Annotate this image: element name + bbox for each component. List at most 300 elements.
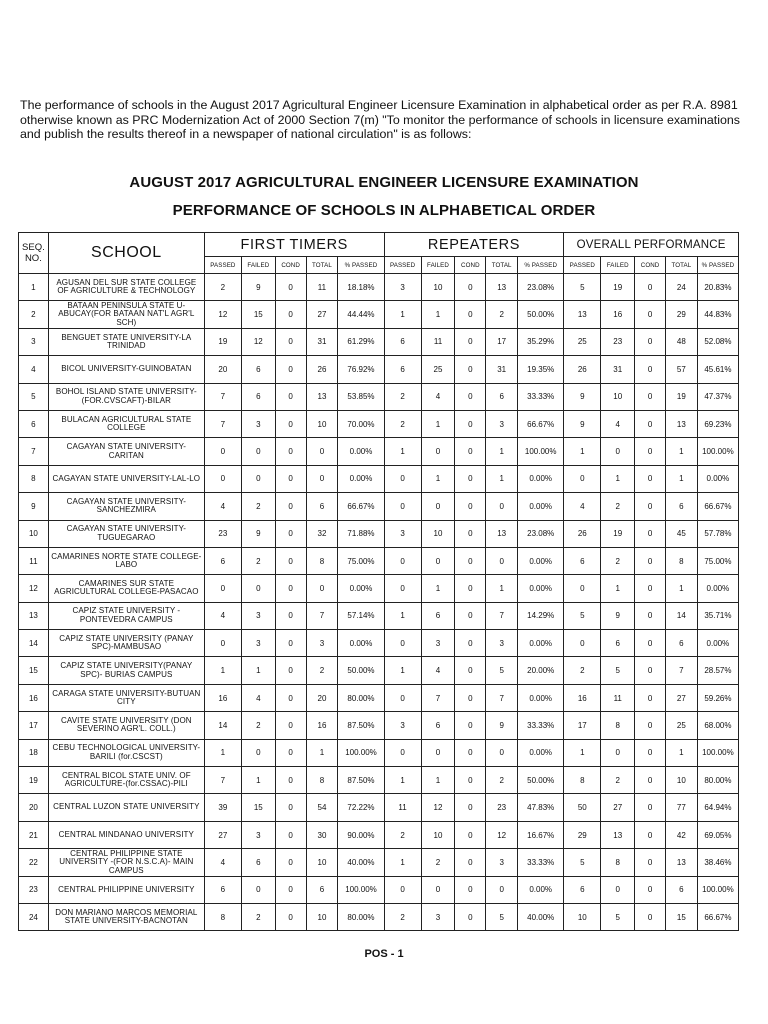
repeaters-passed-cell: 3	[384, 274, 421, 301]
overall-total-cell: 1	[665, 575, 697, 602]
first-timers-total-cell: 20	[306, 684, 338, 711]
first-timers-cond-cell: 0	[275, 328, 306, 355]
ft-passed-header: PASSED	[204, 257, 241, 274]
repeaters-failed-cell: 0	[421, 547, 455, 574]
school-name-cell: CAVITE STATE UNIVERSITY (DON SEVERINO AGR'L. COLL.)	[48, 712, 204, 739]
school-name-cell: CENTRAL PHILIPPINE STATE UNIVERSITY -(FOR N.S.C.A)- MAIN CAMPUS	[48, 849, 204, 876]
seq-cell: 21	[19, 821, 49, 848]
overall-pct-cell: 44.83%	[697, 301, 738, 328]
overall-total-cell: 6	[665, 493, 697, 520]
first-timers-cond-cell: 0	[275, 465, 306, 492]
overall-passed-cell: 9	[564, 383, 601, 410]
repeaters-passed-cell: 0	[384, 876, 421, 903]
overall-performance-header: OVERALL PERFORMANCE	[564, 233, 739, 257]
repeaters-total-cell: 0	[486, 493, 518, 520]
repeaters-total-cell: 0	[486, 876, 518, 903]
overall-failed-cell: 0	[601, 876, 635, 903]
repeaters-failed-cell: 0	[421, 438, 455, 465]
repeaters-cond-cell: 0	[455, 794, 486, 821]
seq-cell: 11	[19, 547, 49, 574]
table-row	[19, 712, 739, 739]
overall-cond-cell: 0	[635, 575, 666, 602]
first-timers-total-cell: 0	[306, 465, 338, 492]
repeaters-pct-cell: 23.08%	[518, 520, 564, 547]
repeaters-pct-cell: 47.83%	[518, 794, 564, 821]
first-timers-cond-cell: 0	[275, 575, 306, 602]
table-row	[19, 465, 739, 492]
repeaters-failed-cell: 0	[421, 493, 455, 520]
table-row	[19, 602, 739, 629]
first-timers-cond-cell: 0	[275, 383, 306, 410]
school-name-cell: CAPIZ STATE UNIVERSITY - PONTEVEDRA CAMPUS	[48, 602, 204, 629]
repeaters-pct-cell: 0.00%	[518, 493, 564, 520]
first-timers-passed-cell: 20	[204, 356, 241, 383]
first-timers-pct-cell: 75.00%	[338, 547, 384, 574]
first-timers-cond-cell: 0	[275, 356, 306, 383]
first-timers-total-cell: 54	[306, 794, 338, 821]
overall-failed-cell: 8	[601, 849, 635, 876]
overall-failed-cell: 11	[601, 684, 635, 711]
first-timers-pct-cell: 0.00%	[338, 465, 384, 492]
first-timers-total-cell: 8	[306, 767, 338, 794]
repeaters-failed-cell: 1	[421, 575, 455, 602]
first-timers-total-cell: 11	[306, 274, 338, 301]
overall-failed-cell: 16	[601, 301, 635, 328]
school-name-cell: CAMARINES SUR STATE AGRICULTURAL COLLEGE-PASACAO	[48, 575, 204, 602]
school-name-cell: CAGAYAN STATE UNIVERSITY-TUGUEGARAO	[48, 520, 204, 547]
repeaters-cond-cell: 0	[455, 575, 486, 602]
page-label: POS - 1	[364, 948, 404, 960]
repeaters-passed-cell: 0	[384, 575, 421, 602]
first-timers-passed-cell: 19	[204, 328, 241, 355]
overall-pct-cell: 69.05%	[697, 821, 738, 848]
repeaters-failed-cell: 4	[421, 657, 455, 684]
first-timers-failed-cell: 3	[241, 602, 275, 629]
first-timers-failed-cell: 6	[241, 356, 275, 383]
rp-pct-header: % PASSED	[518, 257, 564, 274]
repeaters-failed-cell: 12	[421, 794, 455, 821]
overall-passed-cell: 2	[564, 657, 601, 684]
ft-total-header: TOTAL	[306, 257, 338, 274]
overall-cond-cell: 0	[635, 602, 666, 629]
overall-pct-cell: 66.67%	[697, 903, 738, 930]
first-timers-passed-cell: 1	[204, 739, 241, 766]
overall-pct-cell: 0.00%	[697, 575, 738, 602]
repeaters-passed-cell: 1	[384, 301, 421, 328]
repeaters-passed-cell: 0	[384, 493, 421, 520]
overall-passed-cell: 26	[564, 356, 601, 383]
repeaters-passed-cell: 0	[384, 630, 421, 657]
seq-cell: 20	[19, 794, 49, 821]
repeaters-passed-cell: 2	[384, 410, 421, 437]
first-timers-failed-cell: 3	[241, 630, 275, 657]
repeaters-failed-cell: 1	[421, 465, 455, 492]
repeaters-pct-cell: 0.00%	[518, 630, 564, 657]
first-timers-cond-cell: 0	[275, 739, 306, 766]
overall-cond-cell: 0	[635, 657, 666, 684]
first-timers-pct-cell: 71.88%	[338, 520, 384, 547]
first-timers-passed-cell: 6	[204, 547, 241, 574]
first-timers-cond-cell: 0	[275, 438, 306, 465]
overall-passed-cell: 5	[564, 602, 601, 629]
first-timers-passed-cell: 7	[204, 767, 241, 794]
overall-pct-cell: 57.78%	[697, 520, 738, 547]
overall-passed-cell: 6	[564, 547, 601, 574]
overall-failed-cell: 0	[601, 438, 635, 465]
first-timers-failed-cell: 3	[241, 821, 275, 848]
overall-passed-cell: 13	[564, 301, 601, 328]
overall-failed-cell: 10	[601, 383, 635, 410]
overall-total-cell: 1	[665, 739, 697, 766]
first-timers-failed-cell: 0	[241, 575, 275, 602]
table-row	[19, 328, 739, 355]
seq-cell: 8	[19, 465, 49, 492]
first-timers-cond-cell: 0	[275, 301, 306, 328]
repeaters-cond-cell: 0	[455, 821, 486, 848]
first-timers-pct-cell: 44.44%	[338, 301, 384, 328]
overall-total-cell: 57	[665, 356, 697, 383]
first-timers-total-cell: 27	[306, 301, 338, 328]
overall-cond-cell: 0	[635, 821, 666, 848]
table-row	[19, 410, 739, 437]
repeaters-pct-cell: 14.29%	[518, 602, 564, 629]
repeaters-passed-cell: 0	[384, 547, 421, 574]
overall-cond-cell: 0	[635, 876, 666, 903]
overall-pct-cell: 100.00%	[697, 739, 738, 766]
repeaters-passed-cell: 1	[384, 438, 421, 465]
first-timers-failed-cell: 9	[241, 274, 275, 301]
first-timers-pct-cell: 57.14%	[338, 602, 384, 629]
overall-cond-cell: 0	[635, 712, 666, 739]
overall-passed-cell: 5	[564, 849, 601, 876]
first-timers-total-cell: 30	[306, 821, 338, 848]
repeaters-failed-cell: 3	[421, 903, 455, 930]
repeaters-total-cell: 3	[486, 630, 518, 657]
repeaters-total-cell: 23	[486, 794, 518, 821]
overall-cond-cell: 0	[635, 520, 666, 547]
repeaters-passed-cell: 1	[384, 767, 421, 794]
first-timers-pct-cell: 87.50%	[338, 767, 384, 794]
overall-passed-cell: 5	[564, 274, 601, 301]
first-timers-pct-cell: 0.00%	[338, 438, 384, 465]
school-name-cell: BICOL UNIVERSITY-GUINOBATAN	[48, 356, 204, 383]
first-timers-cond-cell: 0	[275, 849, 306, 876]
table-row	[19, 383, 739, 410]
seq-cell: 18	[19, 739, 49, 766]
repeaters-failed-cell: 1	[421, 767, 455, 794]
overall-total-cell: 19	[665, 383, 697, 410]
seq-cell: 17	[19, 712, 49, 739]
first-timers-total-cell: 10	[306, 903, 338, 930]
overall-failed-cell: 5	[601, 903, 635, 930]
repeaters-cond-cell: 0	[455, 630, 486, 657]
first-timers-failed-cell: 1	[241, 657, 275, 684]
first-timers-passed-cell: 0	[204, 465, 241, 492]
table-row	[19, 739, 739, 766]
repeaters-cond-cell: 0	[455, 657, 486, 684]
school-name-cell: AGUSAN DEL SUR STATE COLLEGE OF AGRICULTURE & TECHNOLOGY	[48, 274, 204, 301]
overall-total-cell: 45	[665, 520, 697, 547]
table-row	[19, 876, 739, 903]
first-timers-passed-cell: 16	[204, 684, 241, 711]
repeaters-cond-cell: 0	[455, 684, 486, 711]
first-timers-pct-cell: 87.50%	[338, 712, 384, 739]
repeaters-total-cell: 0	[486, 739, 518, 766]
first-timers-cond-cell: 0	[275, 410, 306, 437]
school-name-cell: BENGUET STATE UNIVERSITY-LA TRINIDAD	[48, 328, 204, 355]
overall-pct-cell: 38.46%	[697, 849, 738, 876]
repeaters-pct-cell: 0.00%	[518, 547, 564, 574]
repeaters-passed-cell: 2	[384, 903, 421, 930]
first-timers-failed-cell: 2	[241, 712, 275, 739]
repeaters-pct-cell: 40.00%	[518, 903, 564, 930]
first-timers-pct-cell: 0.00%	[338, 630, 384, 657]
first-timers-passed-cell: 7	[204, 410, 241, 437]
overall-cond-cell: 0	[635, 849, 666, 876]
overall-total-cell: 1	[665, 465, 697, 492]
first-timers-failed-cell: 0	[241, 465, 275, 492]
first-timers-total-cell: 3	[306, 630, 338, 657]
repeaters-pct-cell: 16.67%	[518, 821, 564, 848]
overall-pct-cell: 80.00%	[697, 767, 738, 794]
overall-cond-cell: 0	[635, 739, 666, 766]
first-timers-cond-cell: 0	[275, 684, 306, 711]
repeaters-passed-cell: 0	[384, 684, 421, 711]
seq-cell: 1	[19, 274, 49, 301]
school-name-cell: CAGAYAN STATE UNIVERSITY-CARITAN	[48, 438, 204, 465]
repeaters-pct-cell: 0.00%	[518, 684, 564, 711]
first-timers-total-cell: 8	[306, 547, 338, 574]
first-timers-passed-cell: 27	[204, 821, 241, 848]
overall-total-cell: 13	[665, 849, 697, 876]
repeaters-pct-cell: 0.00%	[518, 876, 564, 903]
repeaters-cond-cell: 0	[455, 493, 486, 520]
first-timers-total-cell: 10	[306, 410, 338, 437]
first-timers-passed-cell: 2	[204, 274, 241, 301]
first-timers-pct-cell: 100.00%	[338, 739, 384, 766]
first-timers-pct-cell: 61.29%	[338, 328, 384, 355]
seq-cell: 4	[19, 356, 49, 383]
rp-passed-header: PASSED	[384, 257, 421, 274]
table-row	[19, 821, 739, 848]
repeaters-total-cell: 3	[486, 849, 518, 876]
first-timers-total-cell: 0	[306, 575, 338, 602]
ov-passed-header: PASSED	[564, 257, 601, 274]
overall-failed-cell: 19	[601, 274, 635, 301]
repeaters-cond-cell: 0	[455, 876, 486, 903]
seq-cell: 3	[19, 328, 49, 355]
repeaters-passed-cell: 3	[384, 712, 421, 739]
rp-failed-header: FAILED	[421, 257, 455, 274]
repeaters-total-cell: 17	[486, 328, 518, 355]
overall-pct-cell: 75.00%	[697, 547, 738, 574]
first-timers-total-cell: 13	[306, 383, 338, 410]
first-timers-cond-cell: 0	[275, 903, 306, 930]
overall-failed-cell: 31	[601, 356, 635, 383]
overall-pct-cell: 0.00%	[697, 465, 738, 492]
overall-failed-cell: 8	[601, 712, 635, 739]
school-name-cell: CAGAYAN STATE UNIVERSITY-LAL-LO	[48, 465, 204, 492]
repeaters-pct-cell: 50.00%	[518, 301, 564, 328]
table-row	[19, 903, 739, 930]
repeaters-pct-cell: 33.33%	[518, 383, 564, 410]
school-name-cell: CENTRAL BICOL STATE UNIV. OF AGRICULTURE-(for.CSSAC)-PILI	[48, 767, 204, 794]
ft-pct-header: % PASSED	[338, 257, 384, 274]
repeaters-passed-cell: 1	[384, 602, 421, 629]
overall-total-cell: 77	[665, 794, 697, 821]
first-timers-passed-cell: 1	[204, 657, 241, 684]
overall-pct-cell: 59.26%	[697, 684, 738, 711]
overall-failed-cell: 9	[601, 602, 635, 629]
first-timers-header: FIRST TIMERS	[204, 233, 384, 257]
ov-total-header: TOTAL	[665, 257, 697, 274]
first-timers-total-cell: 26	[306, 356, 338, 383]
repeaters-failed-cell: 2	[421, 849, 455, 876]
overall-failed-cell: 0	[601, 739, 635, 766]
first-timers-total-cell: 10	[306, 849, 338, 876]
first-timers-failed-cell: 2	[241, 903, 275, 930]
table-row	[19, 520, 739, 547]
overall-pct-cell: 100.00%	[697, 438, 738, 465]
overall-cond-cell: 0	[635, 794, 666, 821]
repeaters-passed-cell: 3	[384, 520, 421, 547]
overall-passed-cell: 6	[564, 876, 601, 903]
first-timers-passed-cell: 4	[204, 849, 241, 876]
repeaters-pct-cell: 0.00%	[518, 575, 564, 602]
overall-passed-cell: 29	[564, 821, 601, 848]
seq-cell: 19	[19, 767, 49, 794]
first-timers-passed-cell: 4	[204, 602, 241, 629]
repeaters-cond-cell: 0	[455, 301, 486, 328]
seq-cell: 12	[19, 575, 49, 602]
school-name-cell: CAPIZ STATE UNIVERSITY (PANAY SPC)-MAMBUSAO	[48, 630, 204, 657]
first-timers-total-cell: 6	[306, 493, 338, 520]
overall-total-cell: 24	[665, 274, 697, 301]
overall-failed-cell: 23	[601, 328, 635, 355]
repeaters-cond-cell: 0	[455, 547, 486, 574]
first-timers-passed-cell: 23	[204, 520, 241, 547]
first-timers-failed-cell: 1	[241, 767, 275, 794]
performance-table	[18, 232, 739, 931]
repeaters-cond-cell: 0	[455, 739, 486, 766]
overall-passed-cell: 4	[564, 493, 601, 520]
repeaters-passed-cell: 2	[384, 821, 421, 848]
repeaters-failed-cell: 6	[421, 712, 455, 739]
overall-failed-cell: 2	[601, 547, 635, 574]
repeaters-failed-cell: 1	[421, 301, 455, 328]
overall-pct-cell: 64.94%	[697, 794, 738, 821]
repeaters-cond-cell: 0	[455, 903, 486, 930]
repeaters-cond-cell: 0	[455, 383, 486, 410]
overall-total-cell: 6	[665, 876, 697, 903]
first-timers-pct-cell: 50.00%	[338, 657, 384, 684]
first-timers-passed-cell: 14	[204, 712, 241, 739]
overall-passed-cell: 0	[564, 575, 601, 602]
school-name-cell: CENTRAL LUZON STATE UNIVERSITY	[48, 794, 204, 821]
overall-cond-cell: 0	[635, 903, 666, 930]
table-row	[19, 684, 739, 711]
first-timers-cond-cell: 0	[275, 630, 306, 657]
repeaters-cond-cell: 0	[455, 602, 486, 629]
repeaters-total-cell: 1	[486, 465, 518, 492]
overall-total-cell: 27	[665, 684, 697, 711]
first-timers-passed-cell: 39	[204, 794, 241, 821]
table-row	[19, 356, 739, 383]
seq-cell: 5	[19, 383, 49, 410]
repeaters-total-cell: 7	[486, 684, 518, 711]
overall-total-cell: 13	[665, 410, 697, 437]
overall-pct-cell: 69.23%	[697, 410, 738, 437]
first-timers-passed-cell: 8	[204, 903, 241, 930]
repeaters-cond-cell: 0	[455, 328, 486, 355]
ov-failed-header: FAILED	[601, 257, 635, 274]
repeaters-cond-cell: 0	[455, 438, 486, 465]
repeaters-passed-cell: 1	[384, 849, 421, 876]
first-timers-failed-cell: 2	[241, 547, 275, 574]
overall-passed-cell: 16	[564, 684, 601, 711]
overall-total-cell: 7	[665, 657, 697, 684]
repeaters-failed-cell: 0	[421, 739, 455, 766]
overall-total-cell: 48	[665, 328, 697, 355]
first-timers-cond-cell: 0	[275, 547, 306, 574]
first-timers-total-cell: 16	[306, 712, 338, 739]
repeaters-cond-cell: 0	[455, 767, 486, 794]
seq-no-header: SEQ. NO.	[19, 233, 49, 274]
overall-cond-cell: 0	[635, 274, 666, 301]
repeaters-pct-cell: 35.29%	[518, 328, 564, 355]
repeaters-total-cell: 0	[486, 547, 518, 574]
first-timers-pct-cell: 70.00%	[338, 410, 384, 437]
first-timers-passed-cell: 0	[204, 630, 241, 657]
first-timers-failed-cell: 15	[241, 301, 275, 328]
school-name-cell: BOHOL ISLAND STATE UNIVERSITY-(FOR.CVSCAFT)-BILAR	[48, 383, 204, 410]
seq-cell: 14	[19, 630, 49, 657]
overall-total-cell: 29	[665, 301, 697, 328]
first-timers-total-cell: 6	[306, 876, 338, 903]
first-timers-passed-cell: 0	[204, 575, 241, 602]
repeaters-cond-cell: 0	[455, 712, 486, 739]
first-timers-failed-cell: 2	[241, 493, 275, 520]
seq-cell: 23	[19, 876, 49, 903]
school-header: SCHOOL	[48, 233, 204, 274]
overall-passed-cell: 1	[564, 438, 601, 465]
overall-pct-cell: 28.57%	[697, 657, 738, 684]
repeaters-total-cell: 13	[486, 520, 518, 547]
first-timers-passed-cell: 6	[204, 876, 241, 903]
table-row	[19, 794, 739, 821]
overall-failed-cell: 27	[601, 794, 635, 821]
repeaters-failed-cell: 1	[421, 410, 455, 437]
first-timers-pct-cell: 40.00%	[338, 849, 384, 876]
overall-cond-cell: 0	[635, 438, 666, 465]
overall-failed-cell: 6	[601, 630, 635, 657]
school-name-cell: CENTRAL PHILIPPINE UNIVERSITY	[48, 876, 204, 903]
repeaters-failed-cell: 7	[421, 684, 455, 711]
repeaters-failed-cell: 4	[421, 383, 455, 410]
repeaters-failed-cell: 10	[421, 821, 455, 848]
repeaters-total-cell: 6	[486, 383, 518, 410]
table-row	[19, 274, 739, 301]
first-timers-failed-cell: 6	[241, 383, 275, 410]
overall-total-cell: 6	[665, 630, 697, 657]
seq-cell: 9	[19, 493, 49, 520]
repeaters-pct-cell: 66.67%	[518, 410, 564, 437]
repeaters-passed-cell: 11	[384, 794, 421, 821]
repeaters-passed-cell: 6	[384, 356, 421, 383]
first-timers-cond-cell: 0	[275, 876, 306, 903]
first-timers-failed-cell: 12	[241, 328, 275, 355]
first-timers-passed-cell: 12	[204, 301, 241, 328]
